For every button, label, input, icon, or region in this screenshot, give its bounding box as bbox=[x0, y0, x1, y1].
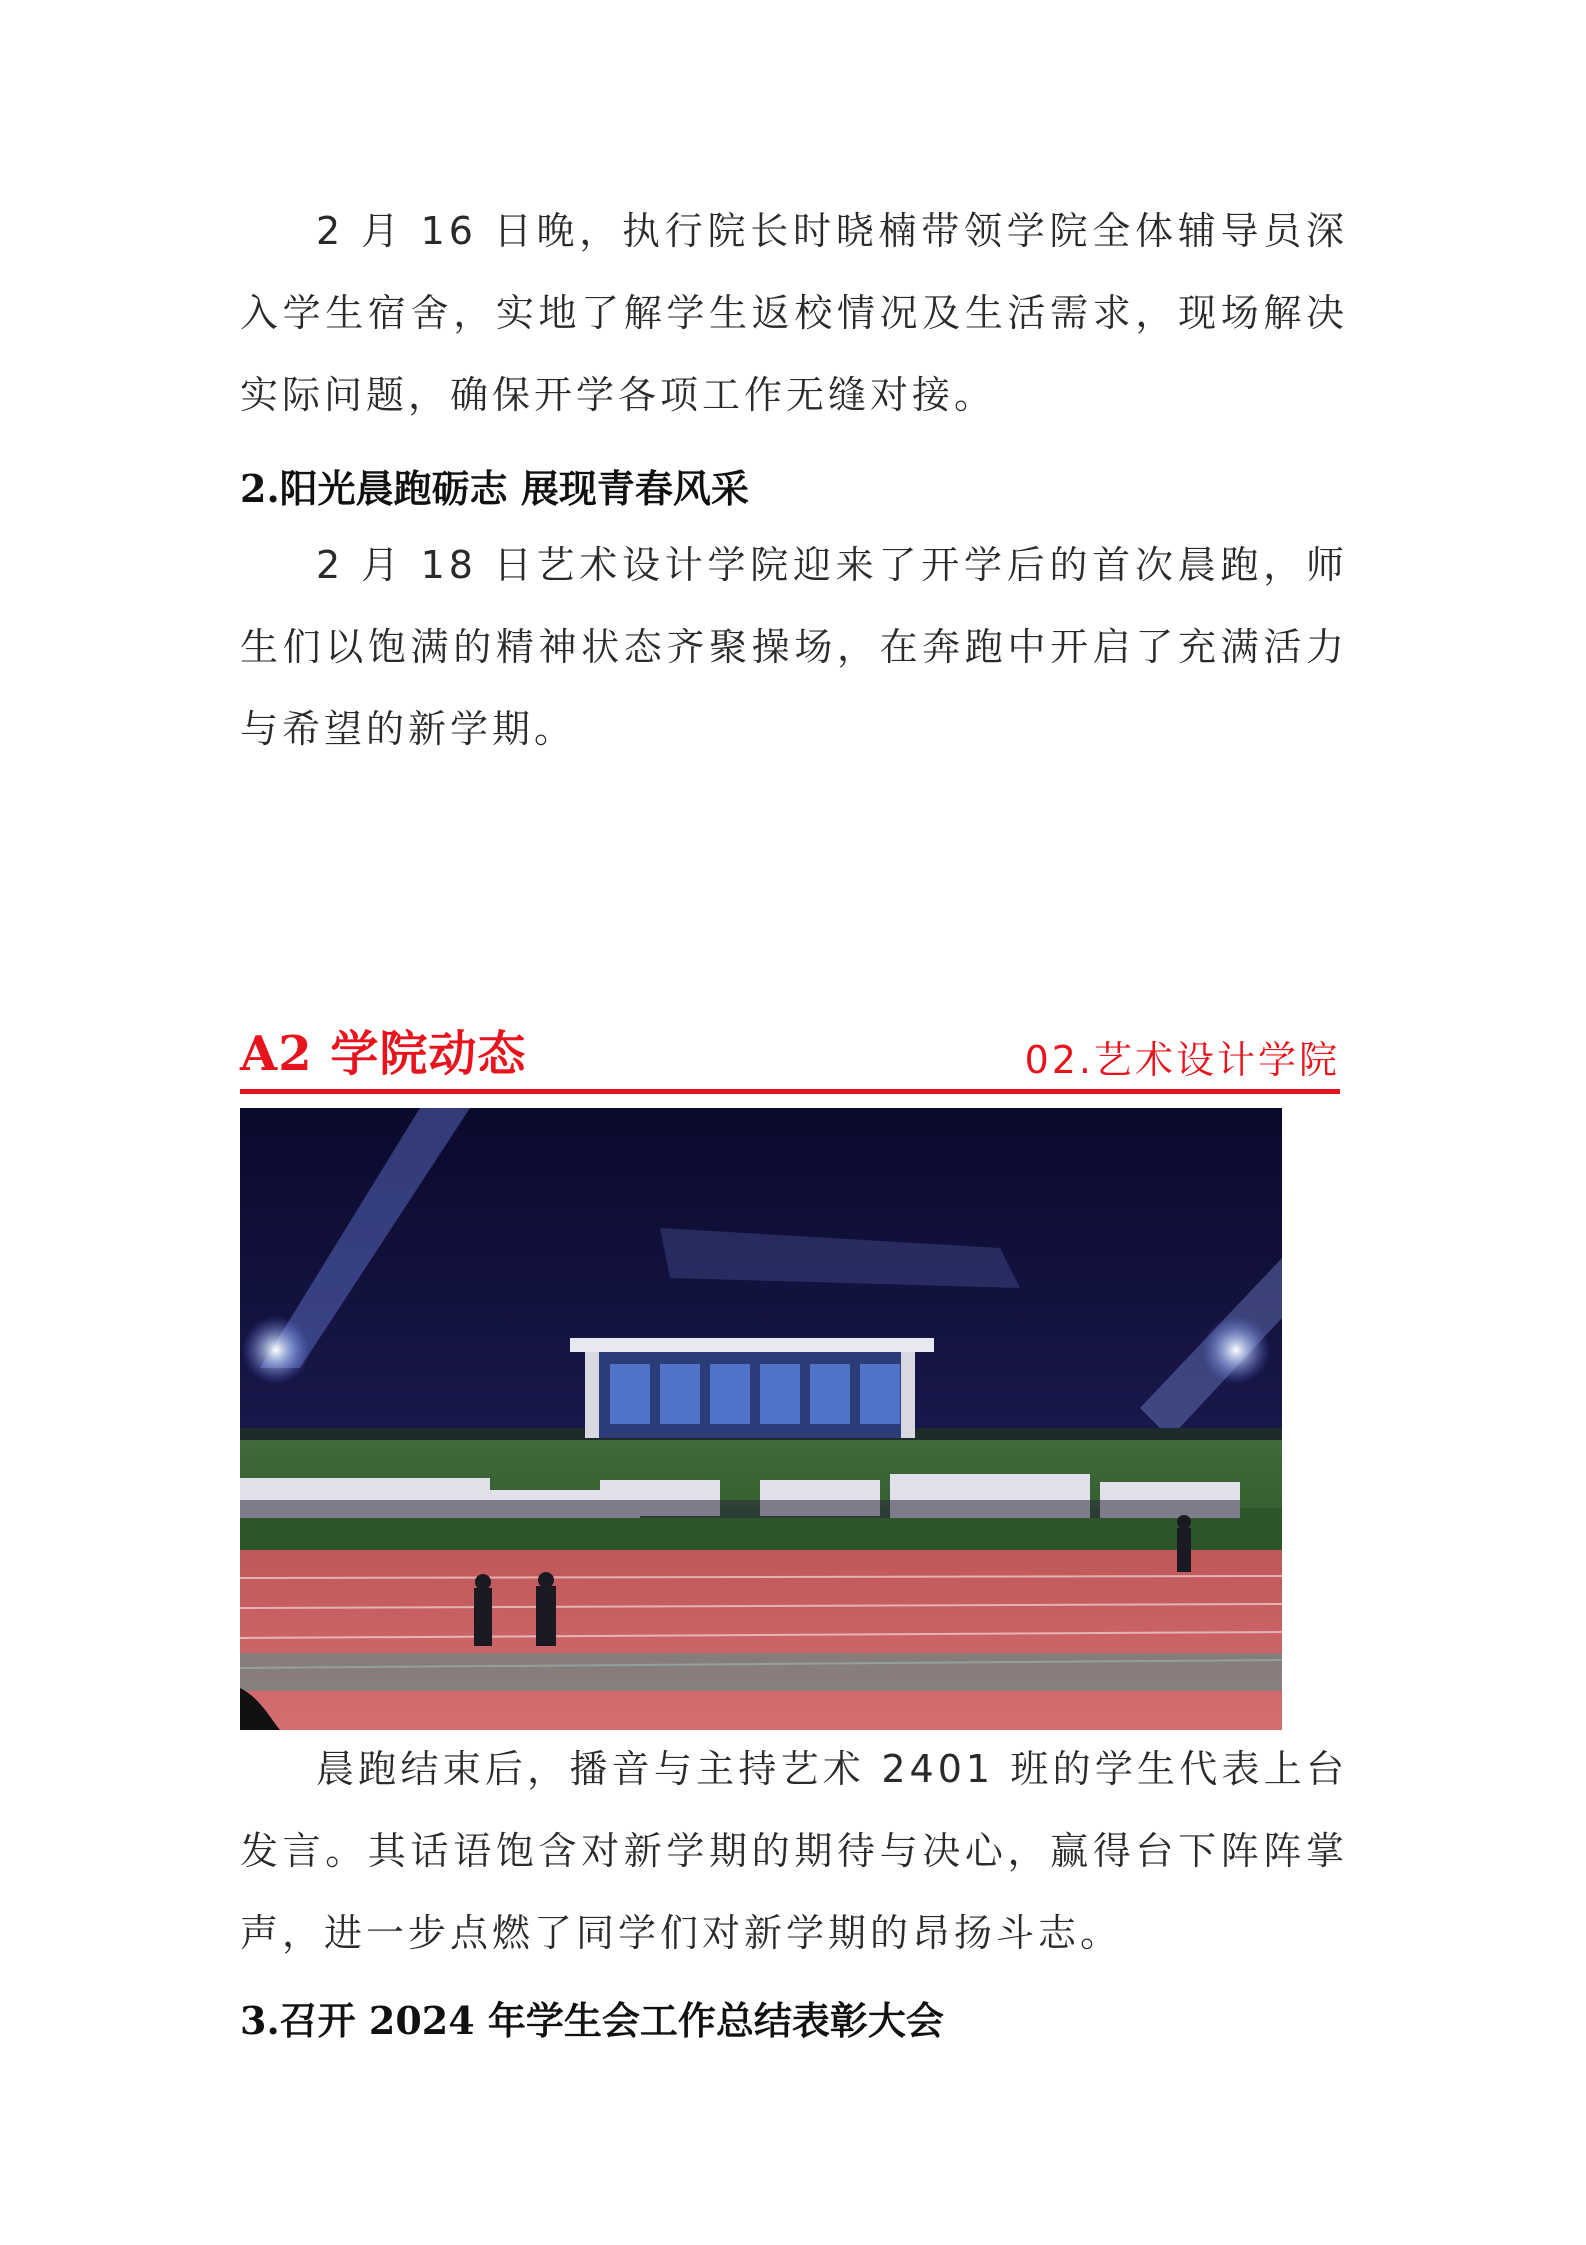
heading-morning-run: 2.阳光晨跑砺志 展现青春风采 bbox=[240, 466, 749, 511]
morning-run-photo bbox=[240, 1108, 1282, 1730]
section-header bbox=[240, 1026, 1340, 1094]
paragraph-student-speech: 晨跑结束后，播音与主持艺术 2401 班的学生代表上台发言。其话语饱含对新学期的期待与决心，赢得台下阵阵掌声，进一步点燃了同学们对新学期的昂扬斗志。 bbox=[240, 1747, 1348, 1955]
section-subtitle: 02.艺术设计学院 bbox=[1024, 1038, 1340, 1082]
paragraph-morning-run: 2 月 18 日艺术设计学院迎来了开学后的首次晨跑，师生们以饱满的精神状态齐聚操场，在奔跑中开启了充满活力与希望的新学期。 bbox=[240, 543, 1348, 751]
section-divider bbox=[240, 1089, 1340, 1094]
heading-student-union-meeting: 3.召开 2024 年学生会工作总结表彰大会 bbox=[240, 1998, 944, 2043]
section-title: A2 学院动态 bbox=[240, 1026, 527, 1082]
paragraph-dorm-visit: 2 月 16 日晚，执行院长时晓楠带领学院全体辅导员深入学生宿舍，实地了解学生返校情况及生活需求，现场解决实际问题，确保开学各项工作无缝对接。 bbox=[240, 209, 1348, 417]
